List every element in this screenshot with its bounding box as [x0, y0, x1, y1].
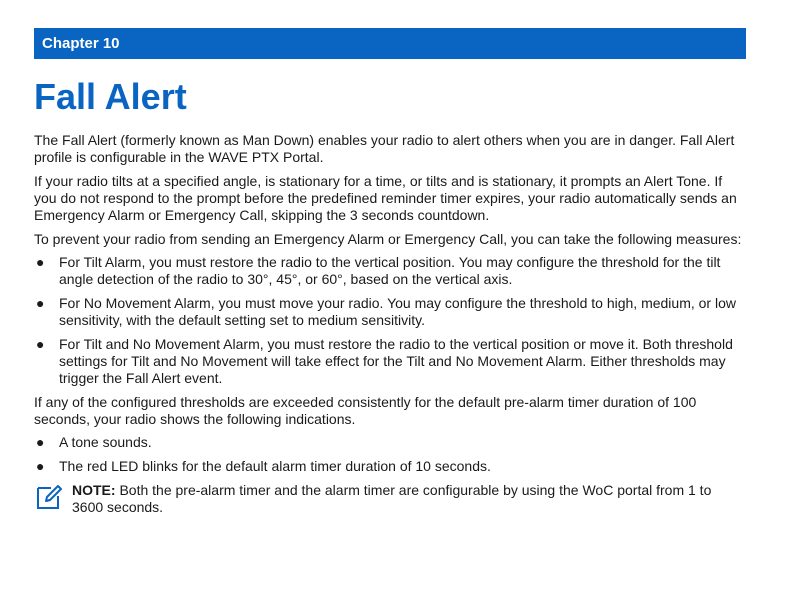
note-box — [34, 482, 746, 516]
list-item-text: A tone sounds. — [59, 434, 152, 450]
chapter-label: Chapter 10 — [42, 35, 120, 52]
chapter-banner — [34, 28, 746, 59]
list-item — [34, 336, 746, 387]
note-label: NOTE: — [72, 482, 116, 498]
intro-paragraph: The Fall Alert (formerly known as Man Down) enables your radio to alert others when you are in danger. Fall Alert profile is configurable in the WAVE PTX Portal. — [34, 132, 735, 165]
note-pencil-icon — [34, 482, 64, 512]
bullet-icon: ● — [36, 295, 45, 311]
bullet-icon: ● — [36, 254, 45, 270]
page-title: Fall Alert — [34, 76, 187, 117]
list-item — [34, 254, 746, 288]
threshold-paragraph: If any of the configured thresholds are exceeded consistently for the default pre-alarm timer duration of 100 seconds, your radio shows the following indications. — [34, 394, 697, 427]
list-item-text: For No Movement Alarm, you must move your radio. You may configure the threshold to high, medium, or low sensitivity, with the default setting set to medium sensitivity. — [59, 295, 736, 328]
note-text — [72, 482, 746, 516]
list-item — [34, 458, 746, 475]
prevention-paragraph: To prevent your radio from sending an Emergency Alarm or Emergency Call, you can take the following measures: — [34, 231, 742, 247]
list-item-text: For Tilt and No Movement Alarm, you must restore the radio to the vertical position or move it. Both threshold settings for Tilt and No Movement will take effect for the Tilt and No Movement Alarm. Either thresholds may trigger the Fall Alert event. — [59, 336, 733, 386]
list-item-text: For Tilt Alarm, you must restore the radio to the vertical position. You may configure the threshold for the tilt angle detection of the radio to 30°, 45°, or 60°, based on the vertical axis. — [59, 254, 721, 287]
list-item — [34, 295, 746, 329]
behavior-paragraph: If your radio tilts at a specified angle, is stationary for a time, or tilts and is stationary, it prompts an Alert Tone. If you do not respond to the prompt before the predefined reminder timer expires, your radio automatically sends an Emergency Alarm or Emergency Call, skipping the 3 seconds countdown. — [34, 173, 737, 223]
bullet-icon: ● — [36, 458, 45, 474]
indications-list — [34, 434, 746, 475]
list-item — [34, 434, 746, 451]
list-item-text: The red LED blinks for the default alarm timer duration of 10 seconds. — [59, 458, 491, 474]
bullet-icon: ● — [36, 336, 45, 352]
bullet-icon: ● — [36, 434, 45, 450]
document-page — [34, 28, 746, 516]
note-body: Both the pre-alarm timer and the alarm timer are configurable by using the WoC portal from 1 to 3600 seconds. — [72, 482, 712, 515]
measures-list — [34, 254, 746, 387]
